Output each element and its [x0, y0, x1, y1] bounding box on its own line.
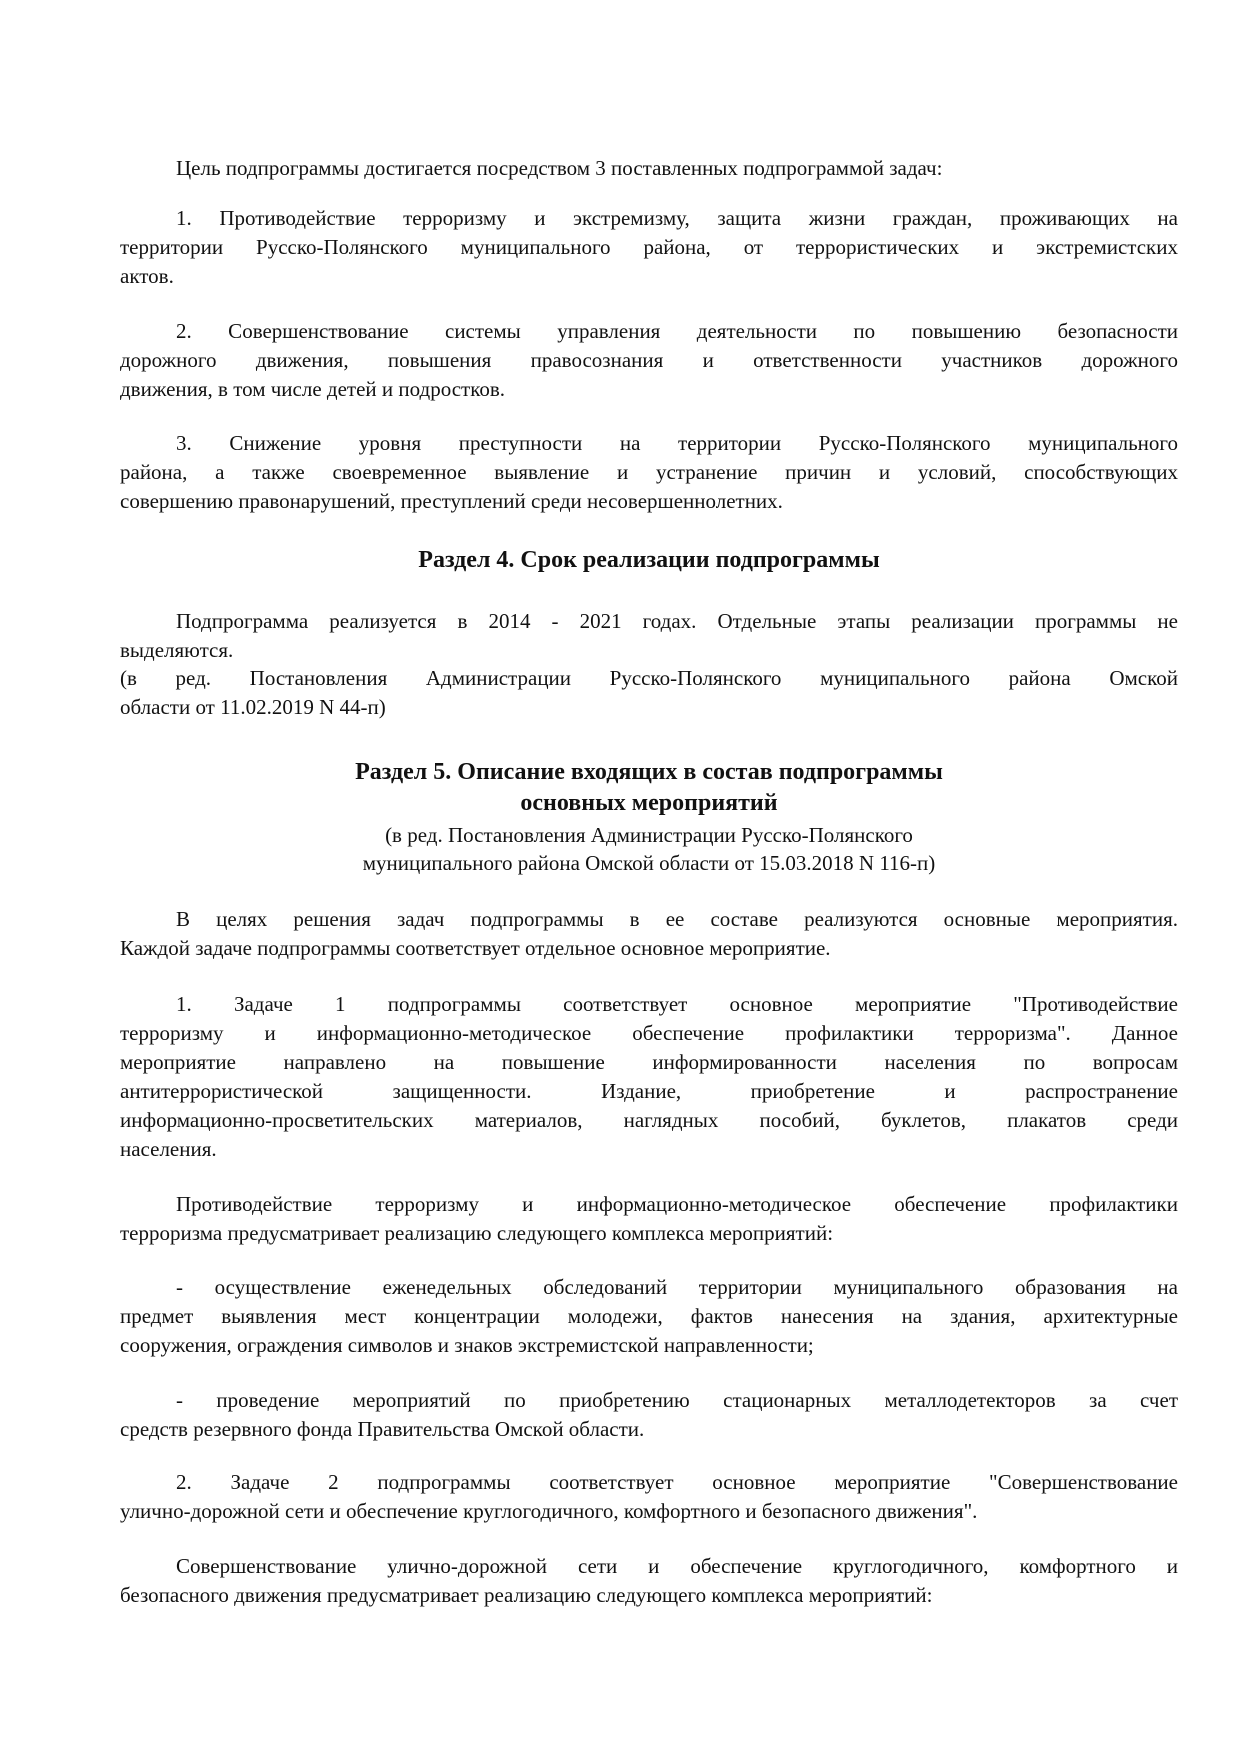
text-line: актов. [120, 264, 174, 288]
note-line: (в ред. Постановления Администрации Русско-Полянского [385, 823, 913, 847]
text-line: терроризма предусматривает реализацию следующего комплекса мероприятий: [120, 1221, 834, 1245]
heading-line: основных мероприятий [520, 790, 778, 816]
text-line: движения, в том числе детей и подростков. [120, 377, 506, 401]
paragraph [120, 1386, 1178, 1444]
text-line: - проведение мероприятий по приобретению стационарных металлодетекторов за счет [176, 1388, 1178, 1412]
text-line: информационно-просветительских материалов, наглядных пособий, буклетов, плакатов среди [120, 1108, 1178, 1132]
text-line: средств резервного фонда Правительства Омской области. [120, 1417, 645, 1441]
section-5-heading [120, 757, 1178, 819]
heading-line: Раздел 4. Срок реализации подпрограммы [418, 547, 880, 573]
paragraph [120, 317, 1178, 404]
paragraph [120, 905, 1178, 963]
text-line: сооружения, ограждения символов и знаков экстремистской направленности; [120, 1333, 814, 1357]
text-line: дорожного движения, повышения правосознания и ответственности участников дорожного [120, 348, 1178, 372]
text-line: Подпрограмма реализуется в 2014 - 2021 годах. Отдельные этапы реализации программы не [176, 609, 1178, 633]
text-line: 2. Совершенствование системы управления деятельности по повышению безопасности [176, 319, 1178, 343]
paragraph [120, 607, 1178, 665]
text-line: выделяются. [120, 638, 234, 662]
section-5-amendment-note [120, 821, 1178, 877]
paragraph [120, 429, 1178, 516]
paragraph [120, 664, 1178, 722]
paragraph [120, 1468, 1178, 1526]
paragraph [120, 204, 1178, 291]
text-line: терроризму и информационно-методическое обеспечение профилактики терроризма". Данное [120, 1021, 1178, 1045]
paragraph [120, 990, 1178, 1164]
text-line: совершению правонарушений, преступлений среди несовершеннолетних. [120, 489, 783, 513]
paragraph [120, 154, 1178, 183]
text-line: В целях решения задач подпрограммы в ее составе реализуются основные мероприятия. [176, 907, 1178, 931]
text-line: территории Русско-Полянского муниципального района, от террористических и экстремистских [120, 235, 1178, 259]
text-line: Противодействие терроризму и информационно-методическое обеспечение профилактики [176, 1192, 1178, 1216]
text-line: Совершенствование улично-дорожной сети и обеспечение круглогодичного, комфортного и [176, 1554, 1178, 1578]
text-line: области от 11.02.2019 N 44-п) [120, 695, 386, 719]
text-line: 1. Противодействие терроризму и экстремизму, защита жизни граждан, проживающих на [176, 206, 1178, 230]
text-line: населения. [120, 1137, 217, 1161]
text-line: антитеррористической защищенности. Издание, приобретение и распространение [120, 1079, 1178, 1103]
text-line: 2. Задаче 2 подпрограммы соответствует основное мероприятие "Совершенствование [176, 1470, 1178, 1494]
text-line: Цель подпрограммы достигается посредством 3 поставленных подпрограммой задач: [176, 156, 943, 180]
text-line: 1. Задаче 1 подпрограммы соответствует основное мероприятие "Противодействие [176, 992, 1178, 1016]
text-line: предмет выявления мест концентрации молодежи, фактов нанесения на здания, архитектурные [120, 1304, 1178, 1328]
text-line: района, а также своевременное выявление и устранение причин и условий, способствующих [120, 460, 1178, 484]
text-line: - осуществление еженедельных обследований территории муниципального образования на [176, 1275, 1178, 1299]
text-line: безопасного движения предусматривает реализацию следующего комплекса мероприятий: [120, 1583, 933, 1607]
text-line: улично-дорожной сети и обеспечение круглогодичного, комфортного и безопасного движения". [120, 1499, 978, 1523]
paragraph [120, 1190, 1178, 1248]
section-4-heading [120, 545, 1178, 576]
text-line: 3. Снижение уровня преступности на территории Русско-Полянского муниципального [176, 431, 1178, 455]
paragraph [120, 1552, 1178, 1610]
text-line: (в ред. Постановления Администрации Русско-Полянского муниципального района Омской [120, 666, 1178, 690]
text-line: Каждой задаче подпрограммы соответствует отдельное основное мероприятие. [120, 936, 831, 960]
paragraph [120, 1273, 1178, 1360]
heading-line: Раздел 5. Описание входящих в состав подпрограммы [355, 759, 943, 785]
note-line: муниципального района Омской области от 15.03.2018 N 116-п) [362, 851, 936, 875]
text-line: мероприятие направлено на повышение информированности населения по вопросам [120, 1050, 1178, 1074]
